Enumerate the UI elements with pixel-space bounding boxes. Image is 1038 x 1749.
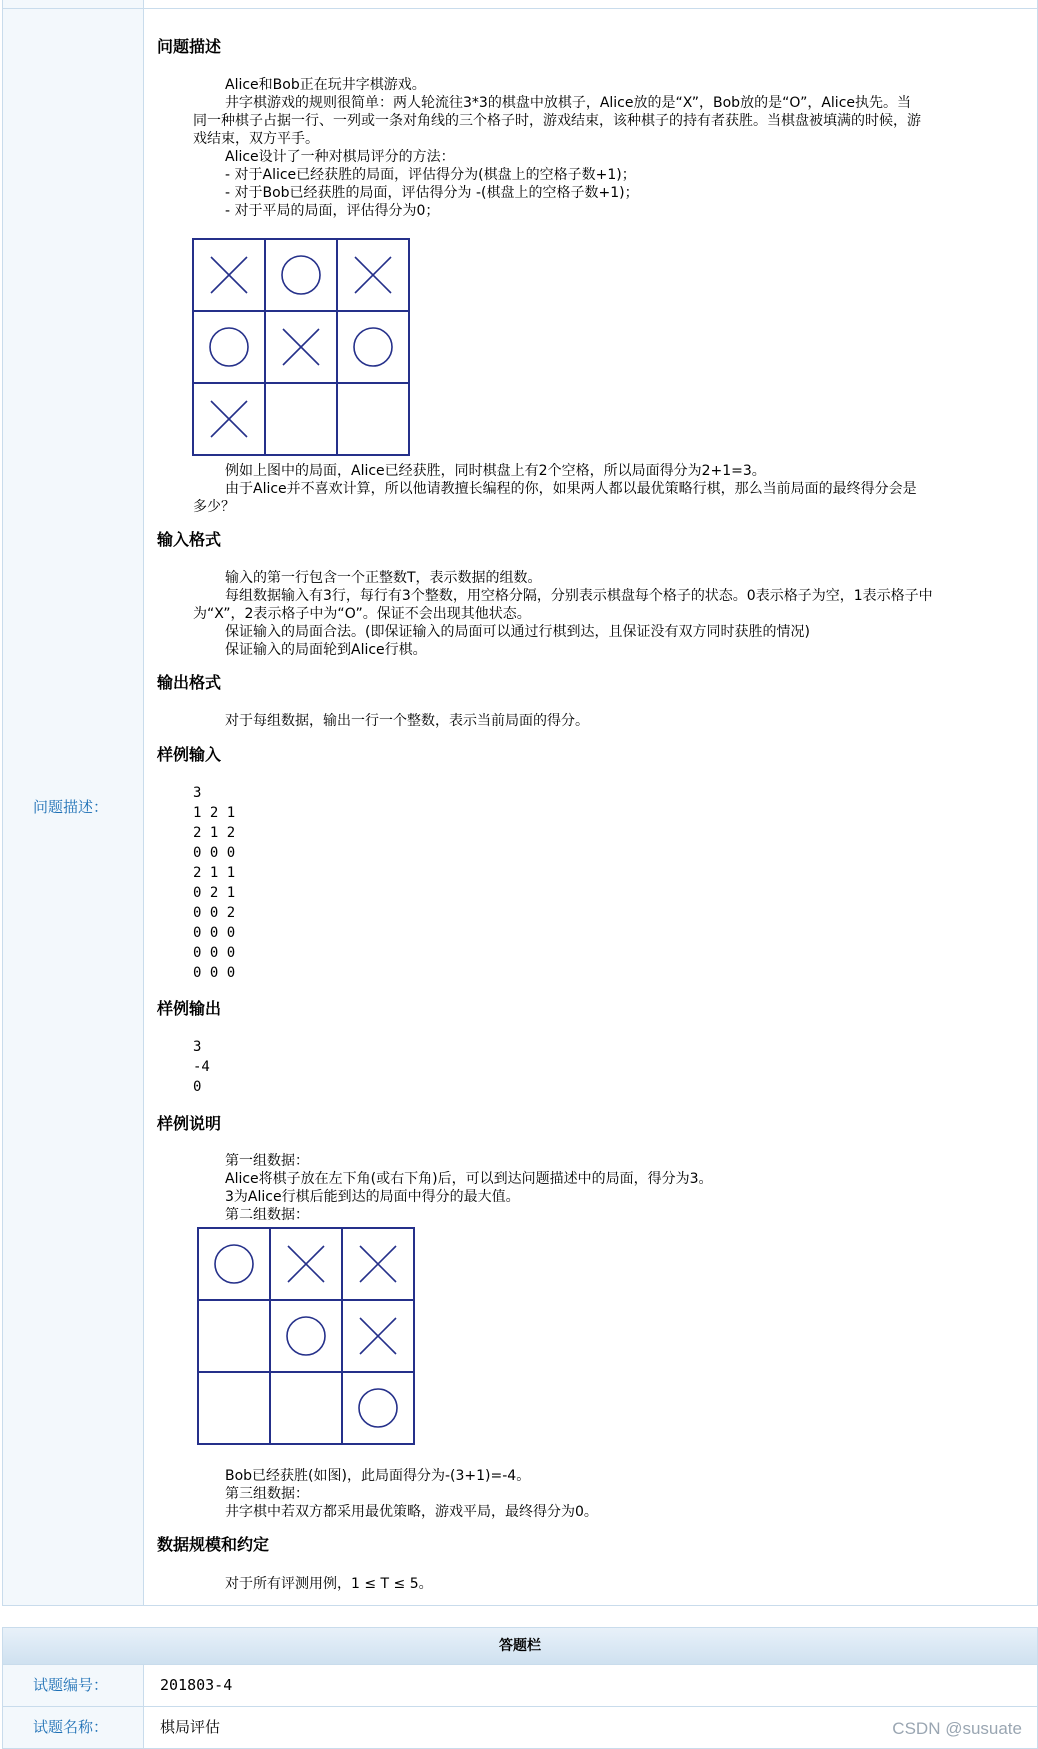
heading-input-format: 输入格式 bbox=[157, 530, 222, 549]
problem-id-row bbox=[2, 1665, 1038, 1707]
sample-input-line: 1 2 1 bbox=[193, 805, 236, 821]
tic-tac-toe-board-sample2 bbox=[197, 1227, 417, 1445]
explain-line: 3为Alice行棋后能到达的局面中得分的最大值。 bbox=[225, 1189, 520, 1205]
explain-line: 第三组数据： bbox=[225, 1486, 309, 1502]
input-line: 为“X”，2表示格子中为“O”。保证不会出现其他状态。 bbox=[193, 606, 531, 622]
desc-line: 由于Alice并不喜欢计算，所以他请教擅长编程的你，如果两人都以最优策略行棋，那么当前局面的最终得分会是 bbox=[225, 481, 917, 497]
input-line: 保证输入的局面合法。(即保证输入的局面可以通过行棋到达，且保证没有双方同时获胜的情况) bbox=[225, 624, 810, 640]
problem-name-label: 试题名称： bbox=[3, 1707, 144, 1748]
sample-output-line: 0 bbox=[193, 1079, 202, 1095]
explain-line: 第二组数据： bbox=[225, 1207, 309, 1223]
desc-line: 戏结束，双方平手。 bbox=[193, 131, 319, 147]
desc-line: 同一种棋子占据一行、一列或一条对角线的三个格子时，游戏结束，该种棋子的持有者获胜。当棋盘被填满的时候，游 bbox=[193, 113, 921, 129]
problem-name-value: 棋局评估 bbox=[160, 1718, 221, 1736]
desc-line: Alice和Bob正在玩井字棋游戏。 bbox=[225, 77, 426, 93]
tic-tac-toe-board-example bbox=[192, 238, 412, 456]
watermark: CSDN @susuate bbox=[892, 1719, 1022, 1738]
desc-line: Alice设计了一种对棋局评分的方法： bbox=[225, 149, 455, 165]
explain-line: Alice将棋子放在左下角(或右下角)后，可以到达问题描述中的局面，得分为3。 bbox=[225, 1171, 713, 1187]
problem-id-label: 试题编号： bbox=[3, 1665, 144, 1706]
desc-line: - 对于Bob已经获胜的局面，评估得分为 -(棋盘上的空格子数+1)； bbox=[225, 185, 639, 201]
input-line: 保证输入的局面轮到Alice行棋。 bbox=[225, 642, 427, 658]
explain-line: Bob已经获胜(如图)，此局面得分为-(3+1)=-4。 bbox=[225, 1468, 531, 1484]
heading-constraints: 数据规模和约定 bbox=[157, 1535, 270, 1554]
heading-sample-output: 样例输出 bbox=[157, 999, 222, 1018]
board1-o-mark bbox=[210, 328, 248, 366]
problem-name-row bbox=[2, 1707, 1038, 1749]
problem-id-value: 201803-4 bbox=[160, 1676, 233, 1694]
panel-label: 问题描述： bbox=[33, 798, 109, 816]
sample-input-line: 0 0 0 bbox=[193, 945, 236, 961]
desc-line: 井字棋游戏的规则很简单：两人轮流往3*3的棋盘中放棋子，Alice放的是“X”，Bob放的是“O”，Alice执先。当 bbox=[225, 95, 912, 111]
input-line: 每组数据输入有3行，每行有3个整数，用空格分隔，分别表示棋盘每个格子的状态。0表示格子为空，1表示格子中 bbox=[225, 588, 933, 604]
desc-line: - 对于Alice已经获胜的局面，评估得分为(棋盘上的空格子数+1)； bbox=[225, 167, 636, 183]
sample-input-line: 0 2 1 bbox=[193, 885, 236, 901]
desc-line: 例如上图中的局面，Alice已经获胜，同时棋盘上有2个空格，所以局面得分为2+1=3。 bbox=[225, 463, 766, 479]
sample-input-line: 0 0 0 bbox=[193, 965, 236, 981]
sample-output-line: 3 bbox=[193, 1039, 202, 1055]
heading-output-format: 输出格式 bbox=[157, 673, 222, 692]
sample-input-line: 3 bbox=[193, 785, 202, 801]
answer-bar-header: 答题栏 bbox=[2, 1627, 1038, 1665]
board2-o-mark bbox=[215, 1245, 253, 1283]
desc-line: - 对于平局的局面，评估得分为0； bbox=[225, 203, 440, 219]
board2-o-mark bbox=[359, 1389, 397, 1427]
constraint-line: 对于所有评测用例，1 ≤ T ≤ 5。 bbox=[225, 1576, 433, 1592]
sample-input-line: 0 0 2 bbox=[193, 905, 236, 921]
sample-input-line: 2 1 1 bbox=[193, 865, 236, 881]
explain-line: 井字棋中若双方都采用最优策略，游戏平局，最终得分为0。 bbox=[225, 1504, 598, 1520]
desc-line: 多少？ bbox=[193, 499, 235, 515]
board1-o-mark bbox=[282, 256, 320, 294]
output-line: 对于每组数据，输出一行一个整数，表示当前局面的得分。 bbox=[225, 713, 589, 729]
heading-sample-explain: 样例说明 bbox=[157, 1114, 222, 1133]
input-line: 输入的第一行包含一个正整数T，表示数据的组数。 bbox=[225, 570, 542, 586]
sample-output-line: -4 bbox=[193, 1059, 210, 1075]
board1-o-mark bbox=[354, 328, 392, 366]
heading-sample-input: 样例输入 bbox=[157, 745, 222, 764]
sample-input-line: 0 0 0 bbox=[193, 925, 236, 941]
board2-o-mark bbox=[287, 1317, 325, 1355]
sample-input-line: 2 1 2 bbox=[193, 825, 236, 841]
heading-description: 问题描述 bbox=[157, 37, 222, 56]
explain-line: 第一组数据： bbox=[225, 1153, 309, 1169]
sample-input-line: 0 0 0 bbox=[193, 845, 236, 861]
